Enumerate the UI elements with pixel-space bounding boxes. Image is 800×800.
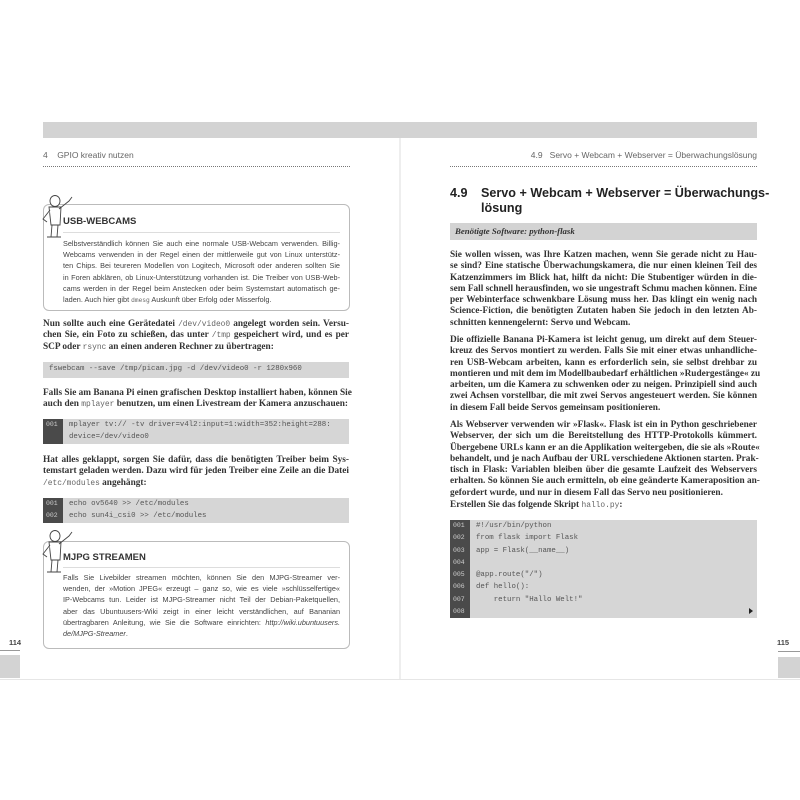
text: kreuz des Servos montiert zu werden. Falls Sie mit einer etwas unhandliche- — [450, 346, 757, 357]
link-text: de/MJPG-Streamer — [63, 629, 126, 639]
text: Als Webserver verwenden wir »Flask«. Flask ist ein in Python geschriebener — [450, 420, 757, 430]
code-line — [450, 594, 757, 606]
code-block — [43, 498, 349, 523]
section-number: 4.9 — [530, 150, 543, 160]
code-line — [450, 545, 757, 557]
text: erhalten. So können Sie auch ermitteln, ob eine geänderte Kameraposition an- — [450, 476, 760, 487]
code-line — [43, 498, 349, 510]
text: . — [125, 629, 128, 639]
text-line — [450, 261, 757, 272]
line-number: 007 — [450, 594, 470, 606]
section-title: Servo + Webcam + Webserver = Überwachungslösung — [549, 150, 757, 160]
text-line — [450, 442, 760, 454]
text-line — [450, 346, 757, 357]
paragraph — [450, 420, 760, 499]
text-line — [450, 368, 761, 380]
text: ren USB-Webcam arbeiten, kann es erforderlich sein, sie selbst drehbar zu — [450, 357, 757, 368]
code-line — [450, 606, 757, 618]
text: cams werden in der Regel beim Anstecken oder beim Systemstart automatisch ge- — [63, 283, 340, 293]
heading-line: Servo + Webcam + Webserver = Überwachungs- — [481, 186, 770, 200]
box-divider — [63, 567, 340, 568]
text: : — [619, 500, 623, 510]
inline-code: hallo.py — [581, 501, 620, 510]
text-line — [450, 403, 757, 414]
text: SCP oder — [43, 341, 83, 352]
box-text — [63, 238, 340, 306]
code-text: from flask import Flask — [476, 534, 579, 543]
line-number: 002 — [43, 510, 63, 522]
header-divider — [450, 166, 757, 167]
running-head-right — [531, 150, 757, 160]
code-line — [43, 510, 349, 522]
chapter-title: GPIO kreativ nutzen — [57, 150, 134, 160]
code-line — [450, 557, 757, 569]
inline-code: mplayer — [81, 400, 115, 410]
heading-line: lösung — [481, 201, 523, 215]
inline-code: /dev/video0 — [178, 320, 231, 329]
text-line — [43, 399, 349, 410]
text: IP-Webcams tun. Leider ist MJPG-Streamer nicht Teil der Debian-Paketquellen, — [63, 595, 340, 605]
text: aber das Ubuntuusers-Wiki zeigt in einer leicht verständlichen, auf Bananian — [63, 606, 340, 616]
pointing-man-icon — [33, 528, 75, 574]
line-number: 003 — [450, 545, 470, 557]
text-line — [450, 488, 757, 499]
text: arbeiten, um die Kamera zu schwenken oder zu neigen. Prinzipiell sind auch — [450, 380, 757, 391]
text: angehängt: — [99, 477, 147, 488]
text: Science-Fiction, die benötigten Zutaten haben Sie jedoch in den letzten Ab- — [450, 306, 757, 317]
software-requirement: Benötigte Software: python-flask — [450, 223, 757, 240]
code-line — [43, 419, 349, 431]
text: übertragbaren Anleitung, wie Sie die Software einrichten: — [63, 617, 266, 627]
text: Webcams verwenden in der Regel einen der mittlerweile gut von Linux unterstütz- — [63, 250, 340, 260]
code-text: return "Hallo Welt!" — [476, 595, 583, 604]
line-number: 001 — [450, 520, 470, 532]
code-line — [450, 520, 757, 532]
text-line — [63, 283, 340, 294]
inline-code: dmesg — [131, 297, 150, 305]
text-line — [63, 628, 340, 639]
text: per Webinterface schwenkbare Lösung muss her. Das klingt ein wenig nach — [450, 295, 757, 306]
page-number: 114 — [9, 638, 22, 647]
text: in diesem Fall beide Servos gemeinsam positionieren. — [450, 402, 661, 413]
code-block — [450, 520, 757, 618]
code-text: def hello(): — [476, 583, 530, 592]
text-line — [450, 391, 757, 402]
text-line — [63, 249, 340, 260]
page-number-rule — [0, 650, 20, 651]
code-text: @app.route("/") — [476, 571, 543, 580]
code-text: fswebcam --save /tmp/picam.jpg -d /dev/video0 -r 1280x960 — [49, 365, 302, 373]
code-text: device=/dev/video0 — [69, 433, 149, 442]
text-line — [450, 500, 757, 511]
page-number: 115 — [777, 638, 790, 647]
text: Falls Sie Livebilder streamen möchten, können Sie den MJPG-Streamer ver- — [63, 573, 340, 582]
text-line — [450, 284, 757, 295]
section-heading — [481, 186, 769, 216]
paragraph — [450, 250, 757, 329]
text: Hat alles geklappt, sorgen Sie dafür, dass die benötigten Treiber beim Sys- — [43, 455, 349, 465]
box-text — [63, 572, 340, 639]
text-line — [43, 466, 349, 477]
inline-code: /tmp — [211, 331, 231, 341]
line-number: 008 — [450, 606, 470, 618]
text: Sie wollen wissen, was Ihre Katzen machen, wenn Sie gerade nicht zu Hau- — [450, 250, 757, 260]
text-line — [43, 330, 349, 341]
code-line — [43, 363, 349, 375]
text-line — [63, 583, 340, 594]
text: Erstellen Sie das folgende Skript — [450, 500, 582, 510]
text: schnitten kennengelernt: Servo und Webcam. — [450, 317, 631, 328]
line-number: 004 — [450, 557, 470, 569]
text: laden. Auch hier gibt — [63, 295, 132, 305]
text: temstart geladen werden. Dazu wird für jeden Treiber eine Zeile an die Datei — [43, 466, 349, 477]
text-line — [43, 455, 349, 466]
text-line — [43, 342, 349, 353]
text-line — [450, 465, 757, 476]
text-line — [450, 431, 757, 442]
code-block — [43, 362, 349, 378]
code-text: app = Flask(__name__) — [476, 546, 570, 555]
text: behandelt, und je nach Aufbau der URL verschiedene Aktionen starten. Prak- — [450, 453, 759, 464]
box-title: MJPG STREAMEN — [63, 552, 146, 563]
text: gefordert wurde, und nur in diesem Fall das Servo neu positionieren. — [450, 487, 723, 498]
text-line — [450, 358, 757, 369]
text-line — [63, 606, 340, 617]
text: Die offizielle Banana Pi-Kamera ist leicht genug, um direkt auf dem Steuer- — [450, 335, 757, 345]
code-line — [450, 532, 757, 544]
text: Selbstverständlich können Sie auch eine normale USB-Webcam verwenden. Billig- — [63, 239, 340, 248]
text: zwei Achsen vorstellbar, die mit zwei Servos angesteuert werden. Sie können — [450, 391, 757, 402]
code-text: mplayer tv:// -tv driver=v4l2:input=1:width=352:height=288: — [69, 421, 331, 429]
code-text — [470, 557, 476, 569]
code-line — [450, 581, 757, 593]
line-number: 001 — [43, 419, 63, 431]
text: chen Sie, ein Foto zu schießen, das unter — [43, 330, 212, 341]
text-line — [450, 380, 757, 391]
text-line — [63, 617, 340, 628]
text-line — [450, 454, 757, 465]
text-line — [450, 250, 757, 261]
text-line — [43, 478, 349, 489]
paragraph — [43, 455, 349, 489]
text: Webserver, der sich um die Bereitstellung des HTTP-Protokolls kümmert. — [450, 431, 757, 442]
text-line — [450, 335, 757, 346]
inline-code: rsync — [82, 342, 107, 352]
code-line — [450, 569, 757, 581]
text-line — [450, 306, 757, 317]
text: Übergebene URLs kann er an die Applikation weitergeben, die sie als »Route« — [450, 442, 760, 453]
text: wenden, der »Motion JPEG« erzeugt – ganz so, wie es viele »schlüsselfertige« — [63, 584, 340, 594]
running-head-left — [43, 150, 134, 160]
line-number: 005 — [450, 569, 470, 581]
paragraph — [450, 335, 761, 414]
text: Nun sollte auch eine Gerätedatei — [43, 319, 179, 329]
code-text: echo sun4i_csi0 >> /etc/modules — [69, 512, 207, 521]
paragraph — [43, 319, 349, 353]
text: Falls Sie am Banana Pi einen grafischen Desktop installiert haben, können Sie — [43, 388, 352, 398]
text-line — [450, 318, 757, 329]
text: benutzen, um einen Livestream der Kamera anzuschauen: — [114, 399, 349, 410]
inline-code: /etc/modules — [43, 478, 100, 488]
text-line — [63, 272, 340, 283]
triangle-right-icon — [749, 608, 753, 614]
code-line — [43, 431, 349, 443]
text-line — [450, 273, 757, 284]
pointing-man-icon — [33, 193, 75, 239]
text: auch den — [43, 399, 82, 410]
paragraph — [450, 500, 757, 511]
text: in Foren abklären, ob Linux-Unterstützung vorhanden ist. Die Treiber von USB-Web- — [63, 272, 340, 282]
text-line — [63, 260, 340, 271]
text: ten Chips. Bei teureren Modellen von Logitech, Microsoft oder anderen sollten Sie — [63, 261, 340, 271]
text: montieren und mit dem im Modellbaubedarf erhältlichen »Rudergestänge« zu — [450, 368, 761, 379]
text-line — [450, 420, 757, 431]
box-title: USB-WEBCAMS — [63, 216, 137, 227]
text-line — [63, 294, 340, 306]
text-line — [450, 476, 760, 487]
code-text — [470, 606, 476, 618]
gutter — [399, 122, 401, 679]
header-bar-left — [43, 122, 400, 138]
text-line — [450, 295, 757, 306]
box-divider — [63, 232, 340, 233]
header-divider — [43, 166, 350, 167]
text: Auskunft über Erfolg oder Misserfolg. — [149, 295, 272, 305]
line-number: 002 — [450, 532, 470, 544]
page-number-rule — [778, 651, 800, 652]
text: Katzenzimmers im Blick hat, hilft da nicht: Die Stubentiger würden in die- — [450, 272, 757, 283]
text-line — [43, 388, 352, 399]
text: se sind? Eine statische Überwachungskamera, die nur einen kleinen Teil des — [450, 261, 757, 272]
text: sem Fall schnell herausfinden, wo sie ungestraft Schmu machen können. Eine — [450, 283, 757, 294]
text: gespeichert wird, und es per — [230, 330, 349, 341]
text-line — [63, 238, 340, 249]
code-block — [43, 419, 349, 444]
code-text: #!/usr/bin/python — [476, 522, 552, 530]
heading-number: 4.9 — [450, 186, 468, 200]
text-line — [63, 594, 340, 605]
text: tisch in Flask: Variablen bleiben über die gesamte Laufzeit des Webservers — [450, 465, 757, 476]
line-number — [43, 431, 63, 443]
text: an einen anderen Rechner zu übertragen: — [106, 341, 274, 352]
line-number: 001 — [43, 498, 63, 510]
text: angelegt worden sein. Versu- — [230, 319, 350, 329]
paragraph — [43, 388, 352, 411]
link-text: http://wiki.ubuntuusers. — [265, 617, 340, 627]
header-bar-right — [400, 122, 757, 138]
thumb-tab — [0, 655, 20, 678]
code-text: echo ov5640 >> /etc/modules — [69, 500, 189, 508]
thumb-tab — [778, 657, 800, 678]
text-line — [63, 572, 340, 583]
text-line — [43, 319, 349, 330]
line-number: 006 — [450, 581, 470, 593]
chapter-number: 4 — [43, 150, 48, 160]
